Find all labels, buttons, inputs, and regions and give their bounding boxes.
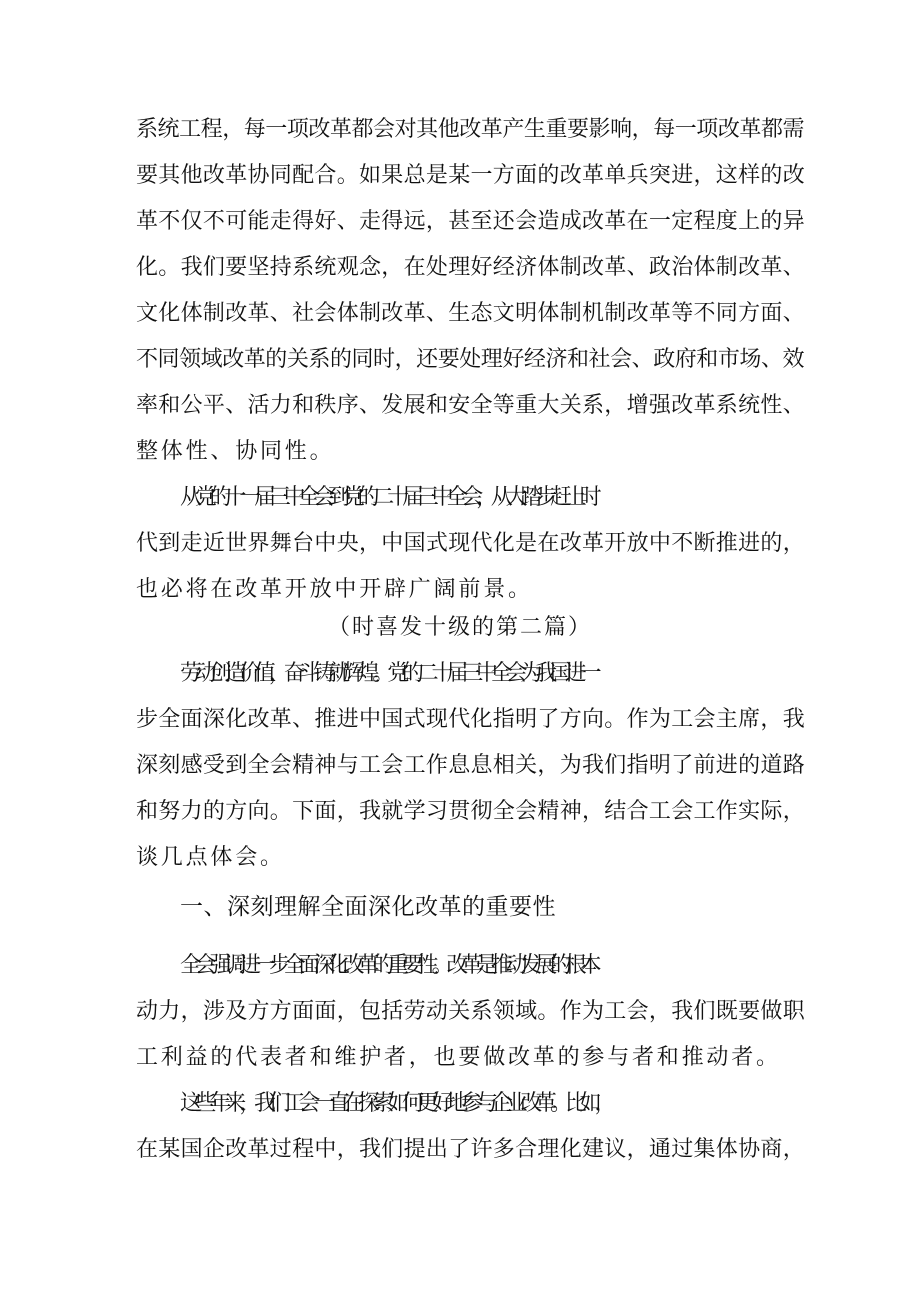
text-line: 在某国企改革过程中，我们提出了许多合理化建议，通过集体协商， — [136, 1137, 806, 1162]
text-line: 从党的十一届三中全会到党的二十届三中全会，从大踏步赶上时 — [180, 485, 595, 510]
text-line: 劳动创造价值，奋斗铸就辉煌。党的二十届三中全会为我国进一 — [180, 661, 595, 686]
text-line: 化。我们要坚持系统观念，在处理好经济体制改革、政治体制改革、 — [136, 255, 806, 280]
text-line: 率和公平、活力和秩序、发展和安全等重大关系，增强改革系统性、 — [136, 393, 806, 418]
text-line: 不同领域改革的关系的同时，还要处理好经济和社会、政府和市场、效 — [136, 347, 805, 372]
text-line: 这些年来，我们工会一直在探索如何更好地参与企业改革。比如， — [180, 1091, 610, 1116]
text-line: 步全面深化改革、推进中国式现代化指明了方向。作为工会主席，我 — [136, 707, 806, 732]
text-line: 要其他改革协同配合。如果总是某一方面的改革单兵突进，这样的改 — [136, 163, 806, 188]
text-line: 谈几点体会。 — [136, 845, 285, 870]
text-line: 全会强调进一步全面深化改革的重要性。改革是推动发展的根本 — [180, 953, 595, 978]
text-line: 代到走近世界舞台中央，中国式现代化是在改革开放中不断推进的， — [136, 531, 806, 556]
text-line: 革不仅不可能走得好、走得远，甚至还会造成改革在一定程度上的异 — [136, 209, 806, 234]
text-line: 系统工程，每一项改革都会对其他改革产生重要影响，每一项改革都需 — [136, 117, 805, 142]
section-heading: 一、深刻理解全面深化改革的重要性 — [180, 894, 556, 920]
section-title: （时喜发十级的第二篇） — [327, 615, 592, 640]
text-line: 也必将在改革开放中开辟广阔前景。 — [136, 577, 533, 602]
text-line: 文化体制改革、社会体制改革、生态文明体制机制改革等不同方面、 — [136, 301, 806, 326]
text-line: 和努力的方向。下面，我就学习贯彻全会精神，结合工会工作实际， — [136, 799, 806, 824]
text-line: 深刻感受到全会精神与工会工作息息相关，为我们指明了前进的道路 — [136, 753, 806, 778]
text-line: 工利益的代表者和维护者，也要做改革的参与者和推动者。 — [136, 1045, 781, 1070]
text-line: 动力，涉及方方面面，包括劳动关系领域。作为工会，我们既要做职 — [136, 999, 806, 1024]
text-line: 整体性、协同性。 — [136, 439, 335, 464]
